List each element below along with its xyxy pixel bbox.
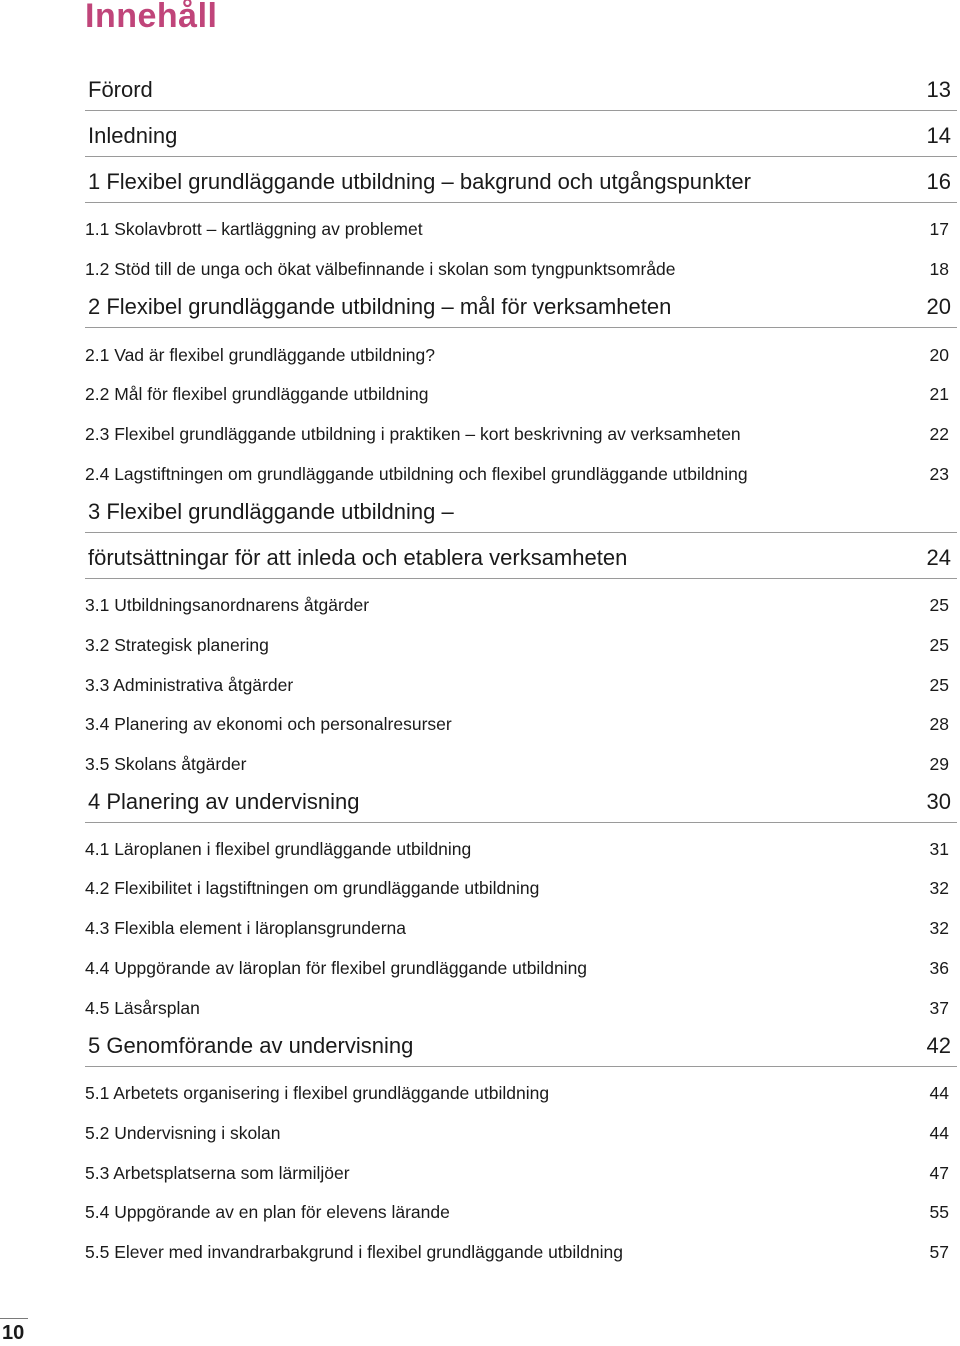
toc-entry-title: 4.3 Flexibla element i läroplansgrunderna [85, 917, 407, 938]
toc-entry-page: 32 [929, 877, 949, 898]
toc-entry-title: Inledning [88, 123, 178, 148]
toc-entry-title: 4.1 Läroplanen i flexibel grundläggande utbildning [85, 838, 472, 859]
toc-entry-title: 1 Flexibel grundläggande utbildning – bakgrund och utgångspunkter [88, 169, 751, 194]
toc-section-entry [85, 630, 957, 660]
toc-entry-page: 42 [926, 1033, 951, 1058]
toc-chapter-entry [85, 1026, 957, 1067]
toc-entry-page: 23 [929, 463, 949, 484]
toc-entry-title: 3 Flexibel grundläggande utbildning – [88, 499, 454, 524]
footer-rule [0, 1318, 28, 1319]
page-number: 10 [2, 1322, 25, 1344]
toc-entry-title: 2.3 Flexibel grundläggande utbildning i praktiken – kort beskrivning av verksamheten [85, 423, 741, 444]
toc-entry-page: 21 [929, 383, 949, 404]
toc-section-entry [85, 254, 957, 284]
toc-entry-title: 3.3 Administrativa åtgärder [85, 674, 294, 695]
toc-entry-title: 5.1 Arbetets organisering i flexibel grundläggande utbildning [85, 1082, 550, 1103]
toc-entry-page: 29 [929, 753, 949, 774]
toc-section-entry [85, 913, 957, 943]
toc-chapter-entry [85, 70, 957, 111]
toc-section-entry [85, 459, 957, 489]
toc-section-entry [85, 1197, 957, 1227]
toc-entry-page: 36 [929, 957, 949, 978]
toc-entry-page: 44 [929, 1082, 949, 1103]
toc-entry-title: 4 Planering av undervisning [88, 789, 360, 814]
toc-entry-page: 14 [926, 123, 951, 148]
toc-entry-title: 4.4 Uppgörande av läroplan för flexibel grundläggande utbildning [85, 957, 588, 978]
toc-entry-page: 24 [926, 545, 951, 570]
toc-entry-page: 28 [929, 713, 949, 734]
toc-entry-title: 5.2 Undervisning i skolan [85, 1122, 281, 1143]
toc-section-entry [85, 709, 957, 739]
toc-entry-page: 57 [929, 1241, 949, 1262]
toc-entry-title: 5.3 Arbetsplatserna som lärmiljöer [85, 1162, 350, 1183]
toc-section-entry [85, 1237, 957, 1267]
toc-entry-page: 30 [926, 789, 951, 814]
toc-entry-title: Förord [88, 77, 153, 102]
toc-entry-title: 2.4 Lagstiftningen om grundläggande utbildning och flexibel grundläggande utbildning [85, 463, 748, 484]
toc-entry-title: 3.1 Utbildningsanordnarens åtgärder [85, 594, 370, 615]
toc-entry-page: 55 [929, 1201, 949, 1222]
toc-section-entry [85, 1078, 957, 1108]
toc-entry-title: 5.4 Uppgörande av en plan för elevens lärande [85, 1201, 450, 1222]
toc-entry-title: 1.2 Stöd till de unga och ökat välbefinnande i skolan som tyngpunktsområde [85, 258, 676, 279]
toc-entry-page: 17 [929, 218, 949, 239]
toc-entry-page: 20 [926, 294, 951, 319]
toc-section-entry [85, 834, 957, 864]
toc-entry-page: 37 [929, 997, 949, 1018]
toc-section-entry [85, 1118, 957, 1148]
toc-entry-page: 44 [929, 1122, 949, 1143]
toc-entry-page: 32 [929, 917, 949, 938]
toc-section-entry [85, 993, 957, 1023]
page-title: Innehåll [85, 0, 218, 35]
toc-entry-title: 5 Genomförande av undervisning [88, 1033, 414, 1058]
toc-entry-title: förutsättningar för att inleda och etablera verksamheten [88, 545, 628, 570]
toc-entry-page: 47 [929, 1162, 949, 1183]
toc-section-entry [85, 873, 957, 903]
toc-entry-title: 2 Flexibel grundläggande utbildning – mål för verksamheten [88, 294, 672, 319]
toc-section-entry [85, 214, 957, 244]
toc-section-entry [85, 953, 957, 983]
toc-entry-page: 18 [929, 258, 949, 279]
toc-section-entry [85, 670, 957, 700]
toc-entry-page: 25 [929, 594, 949, 615]
toc-entry-title: 3.5 Skolans åtgärder [85, 753, 247, 774]
toc-section-entry [85, 749, 957, 779]
toc-section-entry [85, 419, 957, 449]
toc-chapter-entry [85, 116, 957, 157]
toc-entry-title: 1.1 Skolavbrott – kartläggning av problemet [85, 218, 423, 239]
toc-entry-page: 25 [929, 674, 949, 695]
toc-entry-page: 13 [926, 77, 951, 102]
toc-entry-title: 3.4 Planering av ekonomi och personalresurser [85, 713, 452, 734]
toc-entry-page: 16 [926, 169, 951, 194]
toc-chapter-entry [85, 287, 957, 328]
toc-entry-page: 22 [929, 423, 949, 444]
toc-entry-title: 2.2 Mål för flexibel grundläggande utbildning [85, 383, 429, 404]
toc-section-entry [85, 379, 957, 409]
toc-chapter-entry [85, 162, 957, 203]
toc-chapter-entry [85, 492, 957, 533]
toc-chapter-entry [85, 782, 957, 823]
toc-entry-page: 31 [929, 838, 949, 859]
toc-entry-page: 25 [929, 634, 949, 655]
toc-entry-title: 4.2 Flexibilitet i lagstiftningen om grundläggande utbildning [85, 877, 540, 898]
toc-entry-title: 4.5 Läsårsplan [85, 997, 200, 1018]
toc-entry-title: 2.1 Vad är flexibel grundläggande utbildning? [85, 344, 435, 365]
toc-chapter-entry [85, 538, 957, 579]
toc-entry-title: 5.5 Elever med invandrarbakgrund i flexibel grundläggande utbildning [85, 1241, 623, 1262]
toc-section-entry [85, 340, 957, 370]
toc-entry-page: 20 [929, 344, 949, 365]
toc-entry-title: 3.2 Strategisk planering [85, 634, 269, 655]
toc-section-entry [85, 590, 957, 620]
toc-section-entry [85, 1158, 957, 1188]
